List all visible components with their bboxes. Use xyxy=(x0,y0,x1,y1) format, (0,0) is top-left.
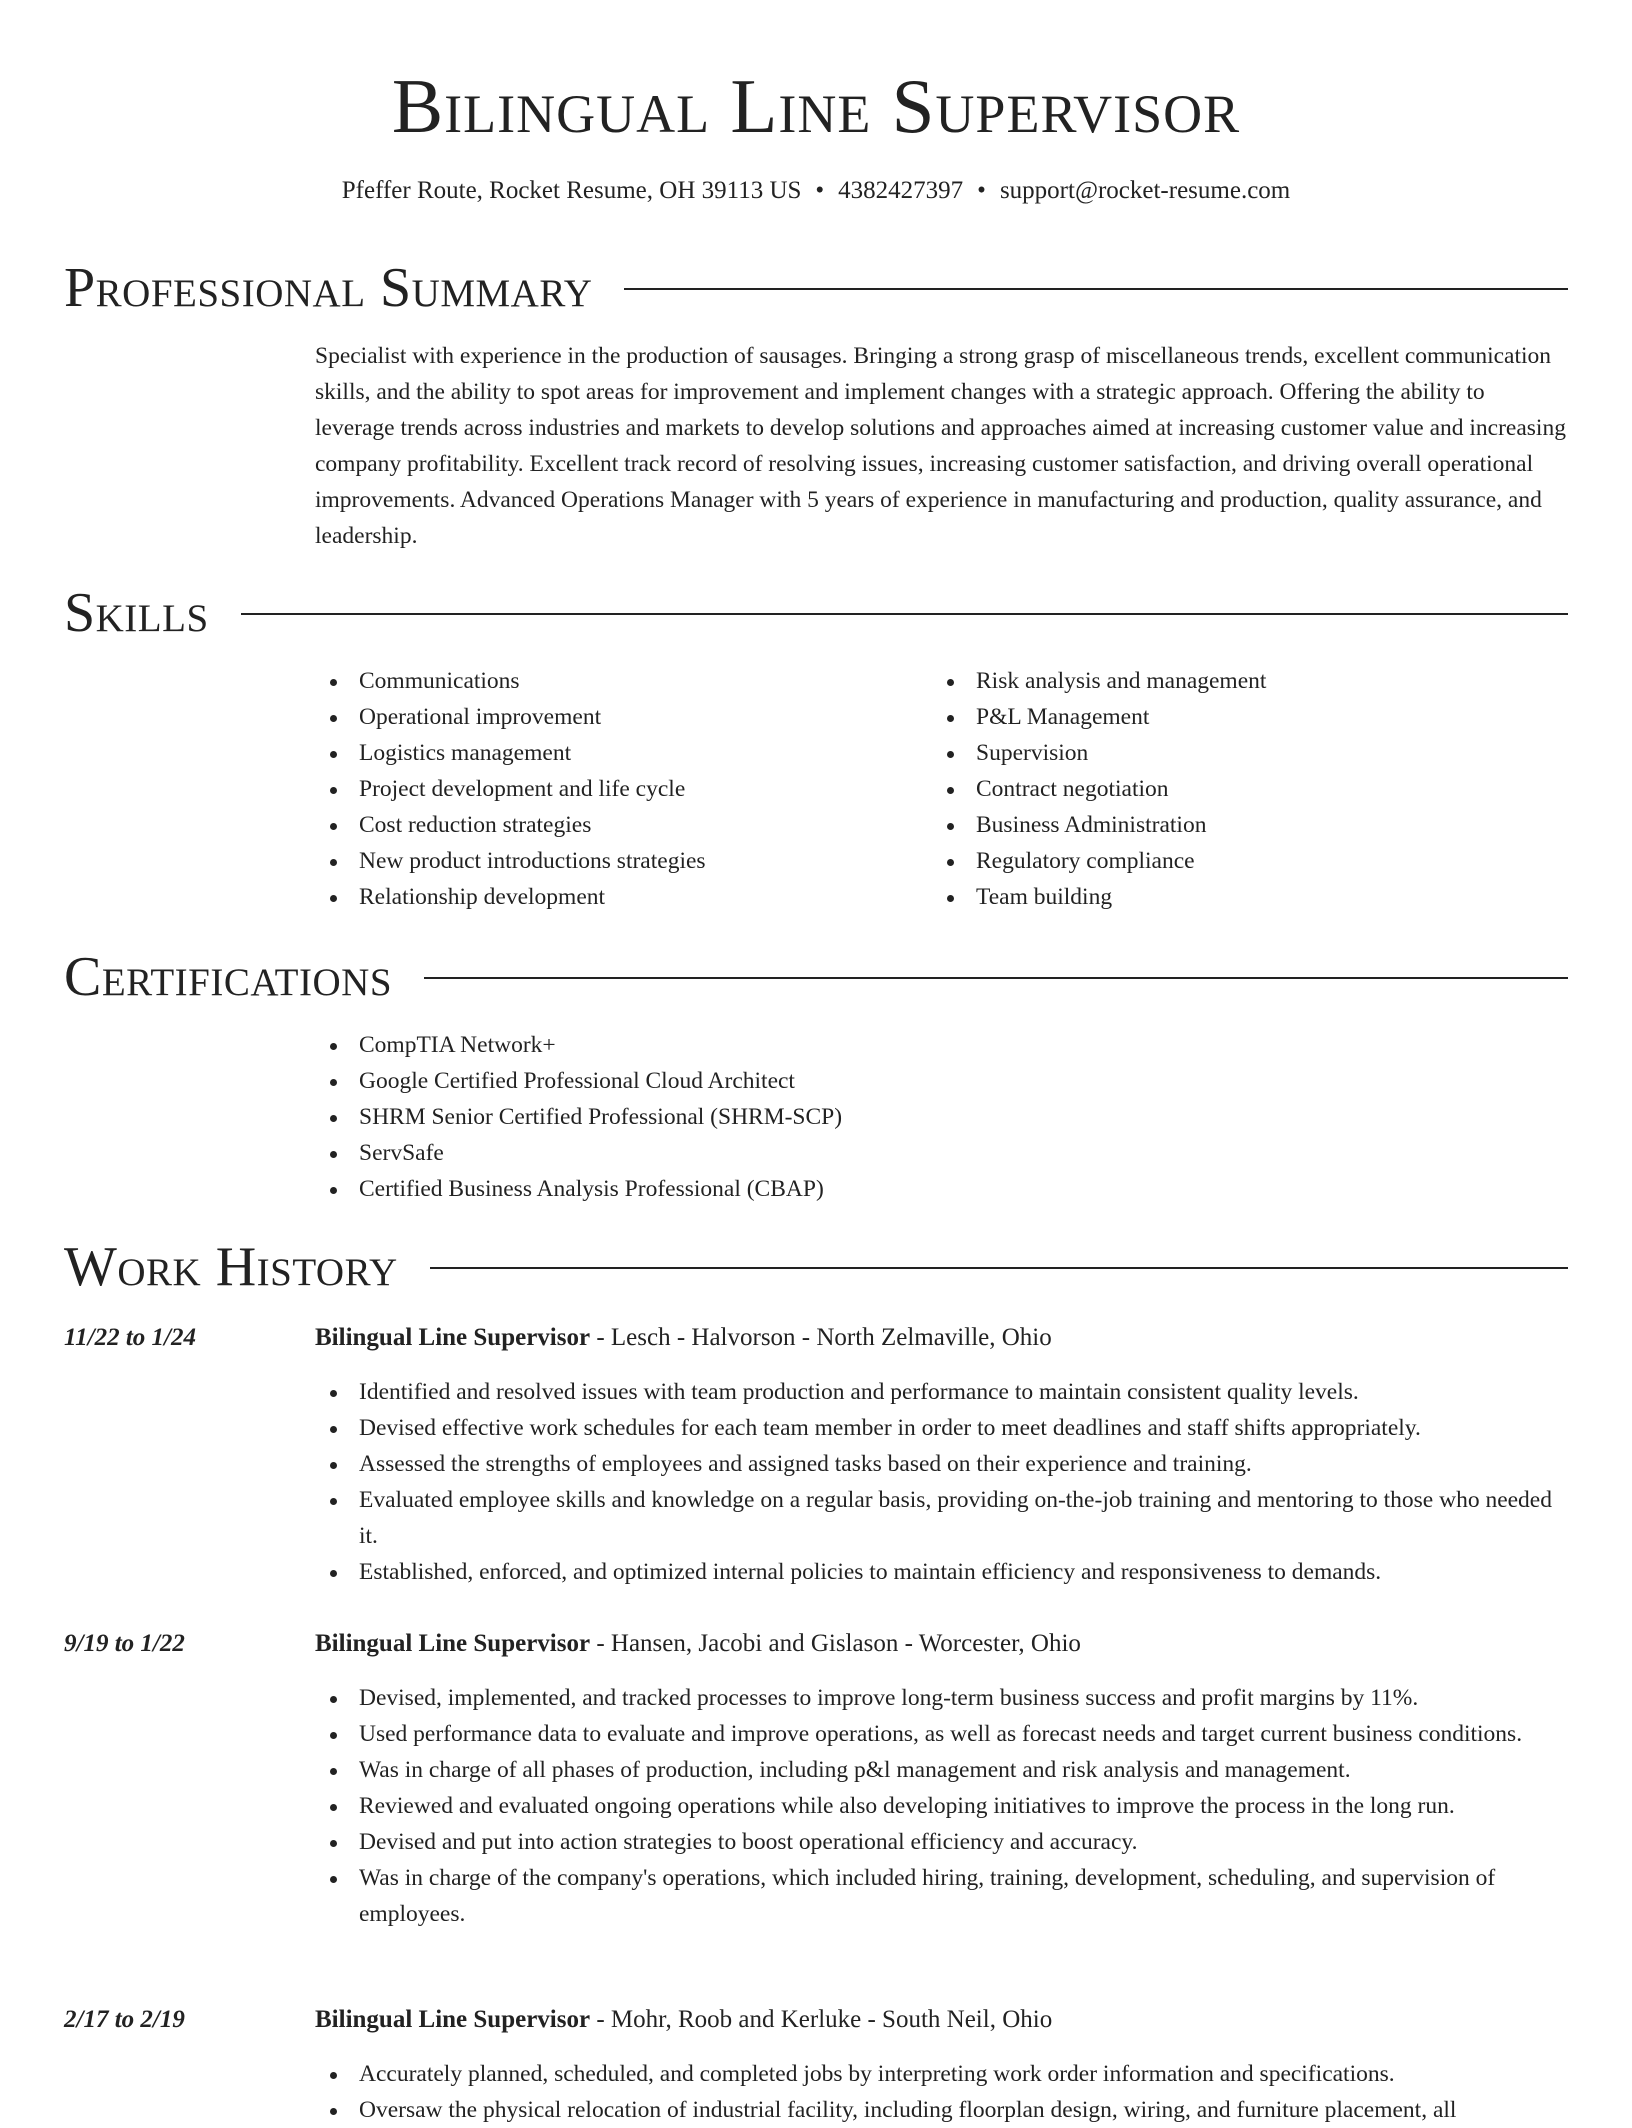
job-duties-list xyxy=(315,2056,1568,2128)
job-duty: Assessed the strengths of employees and assigned tasks based on their experience and training. xyxy=(315,1446,1568,1482)
job-employer-location: - Mohr, Roob and Kerluke - South Neil, Ohio xyxy=(590,2006,1053,2033)
job-header xyxy=(315,1320,1052,1356)
job-employer-location: - Lesch - Halvorson - North Zelmaville, Ohio xyxy=(590,1324,1052,1351)
job-duty: Devised and put into action strategies to boost operational efficiency and accuracy. xyxy=(315,1824,1568,1860)
job-duty: Evaluated employee skills and knowledge on a regular basis, providing on-the-job training and mentoring to those who needed it. xyxy=(315,1482,1568,1554)
summary-heading: Professional Summary xyxy=(64,257,593,319)
skill-item: Team building xyxy=(932,879,1532,915)
contact-separator: • xyxy=(815,177,825,204)
skill-item: Contract negotiation xyxy=(932,771,1532,807)
skills-section-heading xyxy=(64,582,1568,644)
job-dates: 11/22 to 1/24 xyxy=(64,1324,196,1351)
contact-email: support@rocket-resume.com xyxy=(999,177,1291,204)
skill-item: Operational improvement xyxy=(315,699,915,735)
work-history-section-heading xyxy=(64,1236,1568,1298)
job-duty: Devised effective work schedules for each team member in order to meet deadlines and staff shifts appropriately. xyxy=(315,1410,1568,1446)
skill-item: Logistics management xyxy=(315,735,915,771)
section-divider xyxy=(424,977,1568,979)
skill-item: New product introductions strategies xyxy=(315,843,915,879)
skill-item: Project development and life cycle xyxy=(315,771,915,807)
skill-item: Business Administration xyxy=(932,807,1532,843)
job-duty: Established, enforced, and optimized internal policies to maintain efficiency and responsiveness to demands. xyxy=(315,1554,1568,1590)
contact-line xyxy=(0,174,1632,208)
skill-item: Cost reduction strategies xyxy=(315,807,915,843)
certifications-heading: Certifications xyxy=(64,946,393,1008)
contact-address: Pfeffer Route, Rocket Resume, OH 39113 US xyxy=(341,177,802,204)
job-duty: Reviewed and evaluated ongoing operations while also developing initiatives to improve the process in the long run. xyxy=(315,1788,1568,1824)
certifications-list xyxy=(315,1027,1570,1207)
certification-item: SHRM Senior Certified Professional (SHRM-SCP) xyxy=(315,1099,1570,1135)
section-divider xyxy=(241,613,1568,615)
certification-item: ServSafe xyxy=(315,1135,1570,1171)
certification-item: Certified Business Analysis Professional (CBAP) xyxy=(315,1171,1570,1207)
skills-list-right xyxy=(932,663,1532,915)
summary-text: Specialist with experience in the production of sausages. Bringing a strong grasp of miscellaneous trends, excellent communication skills, and the ability to spot areas for improvement and implement changes with a strategic approach. Offering the ability to leverage trends across industries and markets to develop solutions and approaches aimed at increasing customer value and increasing company profitability. Excellent track record of resolving issues, increasing customer satisfaction, and driving overall operational improvements. Advanced Operations Manager with 5 years of experience in manufacturing and production, quality assurance, and leadership. xyxy=(315,343,1566,549)
skills-heading: Skills xyxy=(64,582,209,644)
job-dates: 2/17 to 2/19 xyxy=(64,2006,185,2033)
skill-item: Supervision xyxy=(932,735,1532,771)
summary-section-heading xyxy=(64,257,1568,319)
job-duty: Oversaw the physical relocation of industrial facility, including floorplan design, wiring, and furniture placement, all xyxy=(315,2092,1568,2128)
job-title: Bilingual Line Supervisor xyxy=(315,2006,591,2033)
contact-separator: • xyxy=(977,177,986,204)
job-employer-location: - Hansen, Jacobi and Gislason - Worcester, Ohio xyxy=(590,1630,1081,1657)
contact-phone: 4382427397 xyxy=(838,177,964,204)
work-history-heading: Work History xyxy=(64,1236,398,1298)
section-divider xyxy=(624,288,1568,290)
skill-item: P&L Management xyxy=(932,699,1532,735)
job-title: Bilingual Line Supervisor xyxy=(315,1630,591,1657)
resume-title: Bilingual Line Supervisor xyxy=(391,63,1241,149)
job-header xyxy=(315,2002,1052,2038)
job-duty: Used performance data to evaluate and improve operations, as well as forecast needs and target current business conditions. xyxy=(315,1716,1568,1752)
job-duty: Identified and resolved issues with team production and performance to maintain consistent quality levels. xyxy=(315,1374,1568,1410)
section-divider xyxy=(430,1267,1568,1269)
skills-list-left xyxy=(315,663,915,915)
skill-item: Communications xyxy=(315,663,915,699)
certifications-section-heading xyxy=(64,946,1568,1008)
skill-item: Regulatory compliance xyxy=(932,843,1532,879)
job-duty: Was in charge of all phases of production, including p&l management and risk analysis and management. xyxy=(315,1752,1568,1788)
job-duty: Devised, implemented, and tracked processes to improve long-term business success and profit margins by 11%. xyxy=(315,1680,1568,1716)
job-header xyxy=(315,1626,1081,1662)
skill-item: Relationship development xyxy=(315,879,915,915)
job-duties-list xyxy=(315,1374,1568,1590)
certification-item: Google Certified Professional Cloud Architect xyxy=(315,1063,1570,1099)
job-title: Bilingual Line Supervisor xyxy=(315,1324,591,1351)
job-duty: Was in charge of the company's operations, which included hiring, training, development, scheduling, and supervision of employees. xyxy=(315,1860,1568,1932)
job-dates: 9/19 to 1/22 xyxy=(64,1630,185,1657)
certification-item: CompTIA Network+ xyxy=(315,1027,1570,1063)
job-duties-list xyxy=(315,1680,1568,1932)
skill-item: Risk analysis and management xyxy=(932,663,1532,699)
job-duty: Accurately planned, scheduled, and completed jobs by interpreting work order information and specifications. xyxy=(315,2056,1568,2092)
